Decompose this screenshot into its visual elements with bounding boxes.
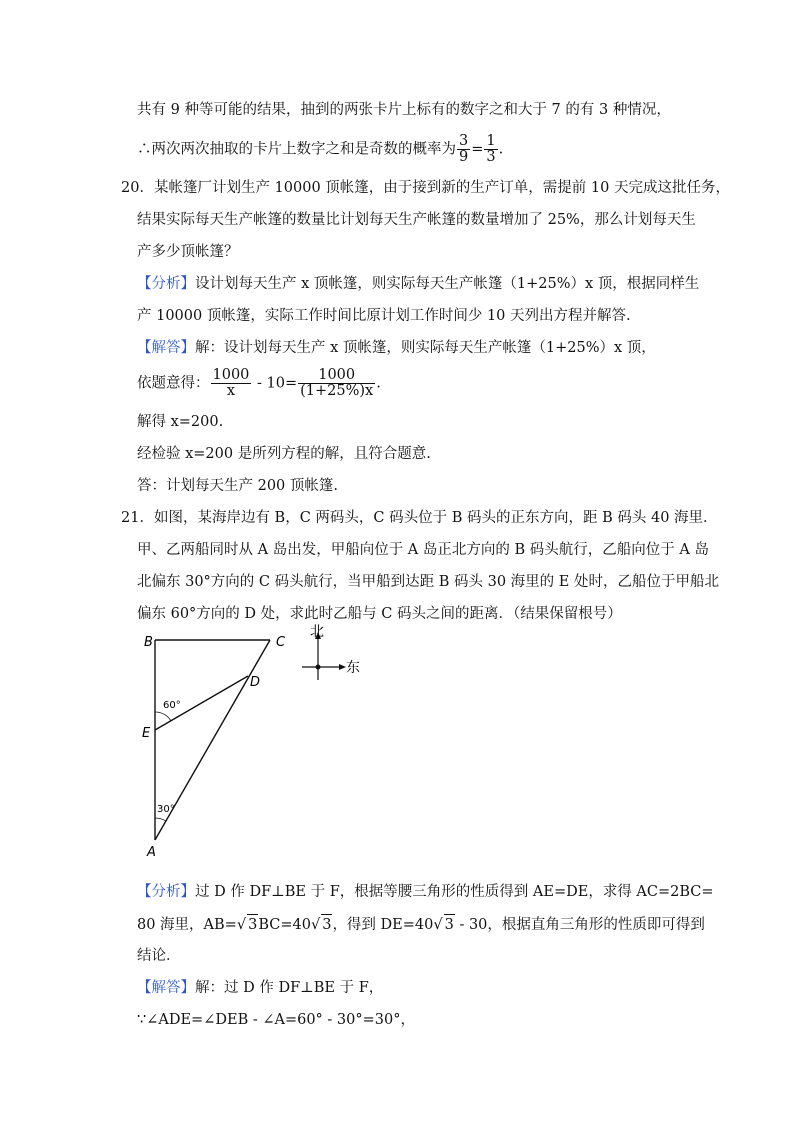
text-segment: - 30，根据直角三角形的性质即可得到 <box>454 917 705 933</box>
sqrt-icon: √ <box>310 917 321 933</box>
q20-analysis <box>137 274 699 294</box>
answer-tag: 【解答】 <box>137 980 195 996</box>
fraction-denominator: 3 <box>486 149 496 165</box>
text-segment: 解：过 D 作 DF⊥BE 于 F， <box>195 980 384 996</box>
radicand: 3 <box>247 914 258 935</box>
angle-arc-60 <box>155 712 171 721</box>
q20-statement-line: 20．某帐篷厂计划生产 10000 顶帐篷，由于接到新的生产订单，需提前 10 天完成这批任务， <box>121 180 730 196</box>
fraction-numerator: 1000 <box>212 367 250 383</box>
q21-analysis-line: 结论． <box>137 948 181 964</box>
q20-equation <box>137 368 381 399</box>
text-segment: ，得到 DE=40 <box>332 917 434 933</box>
q21-answer <box>137 978 383 998</box>
fraction-numerator: 1 <box>486 133 496 149</box>
text-segment: - 10= <box>252 375 298 392</box>
text-segment: 过 D 作 DF⊥BE 于 F，根据等腰三角形的性质得到 AE=DE，求得 AC=2BC= <box>195 884 714 900</box>
equals-sign: = <box>471 141 484 158</box>
compass-east-label: 东 <box>346 660 360 676</box>
q21-statement-line: 偏东 60°方向的 D 处，求此时乙船与 C 码头之间的距离．（结果保留根号） <box>137 606 622 622</box>
radicand: 3 <box>444 914 455 935</box>
q20-solve: 解得 x=200. <box>137 414 224 430</box>
compass-north-label: 北 <box>310 624 324 640</box>
analysis-tag: 【分析】 <box>137 276 195 292</box>
angle-label-60: 60° <box>163 700 181 711</box>
q21-statement-line: 北偏东 30°方向的 C 码头航行，当甲船到达距 B 码头 30 海里的 E 处时，乙船位于甲船北 <box>137 574 719 590</box>
fraction <box>211 368 252 399</box>
label-a: A <box>147 845 156 860</box>
text-line: 共有 9 种等可能的结果，抽到的两张卡片上标有的数字之和大于 7 的有 3 种情况， <box>137 102 671 118</box>
radicand: 3 <box>321 914 332 935</box>
angle-arc-30 <box>155 818 166 821</box>
text-segment: ∴两次两次抽取的卡片上数字之和是奇数的概率为 <box>137 141 456 158</box>
fraction-numerator: 3 <box>459 133 469 149</box>
q20-analysis-line: 产 10000 顶帐篷，实际工作时间比原计划工作时间少 10 天列出方程并解答. <box>137 308 631 324</box>
sqrt-icon: √ <box>433 917 443 933</box>
q21-statement-line: 甲、乙两船同时从 A 岛出发，甲船向位于 A 岛正北方向的 B 码头航行，乙船向位于 A 岛 <box>137 542 709 558</box>
text-segment: . <box>498 141 504 158</box>
angle-label-30: 30° <box>157 804 175 815</box>
fraction-denominator: 9 <box>459 149 469 165</box>
fraction-denominator: x <box>226 383 236 399</box>
q20-statement-line: 结果实际每天生产帐篷的数量比计划每天生产帐篷的数量增加了 25%，那么计划每天生 <box>137 212 696 228</box>
label-c: C <box>276 635 286 650</box>
q20-check: 经检验 x=200 是所列方程的解，且符合题意. <box>137 446 431 462</box>
text-segment: 设计划每天生产 x 顶帐篷，则实际每天生产帐篷（1+25%）x 顶，根据同样生 <box>195 276 700 292</box>
sqrt-icon: √ <box>236 917 247 933</box>
text-segment: 解：设计划每天生产 x 顶帐篷，则实际每天生产帐篷（1+25%）x 顶， <box>195 340 656 356</box>
label-b: B <box>144 635 153 650</box>
q20-answer <box>137 338 656 358</box>
text-segment: 80 海里，AB= <box>137 917 237 933</box>
text-segment: 依题意得： <box>137 375 210 392</box>
q21-analysis <box>137 882 714 902</box>
q21-statement-line: 21．如图，某海岸边有 B，C 两码头，C 码头位于 B 码头的正东方向，距 B 码头 40 海里． <box>121 510 718 526</box>
compass-icon <box>296 622 366 692</box>
q20-final-answer: 答：计划每天生产 200 顶帐篷. <box>137 478 339 494</box>
fraction <box>298 368 375 399</box>
fraction-numerator: 1000 <box>298 368 375 384</box>
text-segment: . <box>376 375 381 392</box>
q21-analysis-line <box>137 914 705 935</box>
label-d: D <box>250 675 261 690</box>
q20-statement-line: 产多少顶帐篷？ <box>137 244 239 260</box>
label-e: E <box>142 726 151 741</box>
fraction <box>457 134 470 165</box>
q21-answer-line: ∵∠ADE=∠DEB - ∠A=60° - 30°=30°， <box>137 1012 415 1028</box>
analysis-tag: 【分析】 <box>137 884 195 900</box>
answer-tag: 【解答】 <box>137 340 195 356</box>
text-segment: BC=40 <box>258 917 311 933</box>
probability-line <box>137 134 503 165</box>
fraction-denominator: (1+25%)x <box>300 383 374 399</box>
fraction <box>484 134 497 165</box>
